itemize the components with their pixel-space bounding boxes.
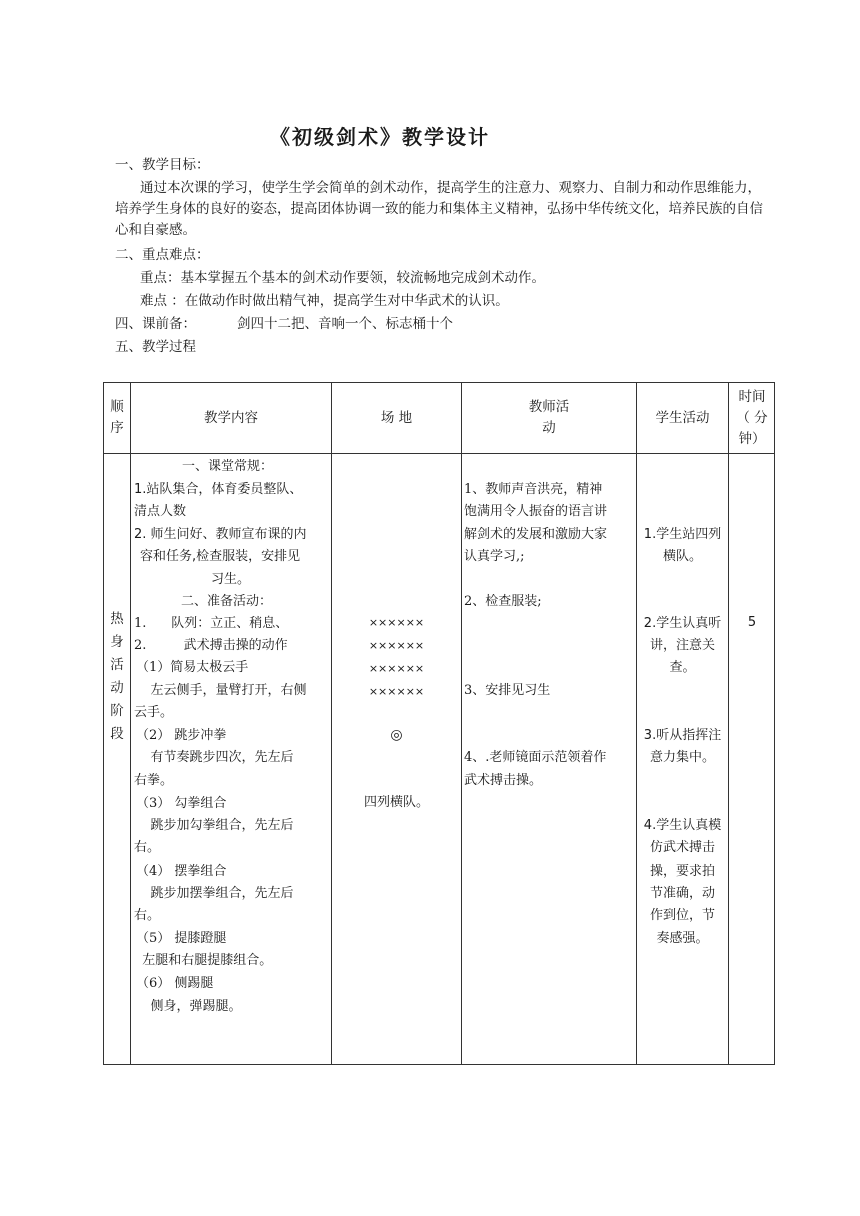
column-divider — [636, 383, 637, 1064]
formation-label: 四列横队。 — [363, 795, 429, 810]
content-line: 云手。 — [134, 705, 174, 720]
content-line: 1. 队列：立正、稍息、 — [134, 616, 289, 631]
content-line: 一、课堂常规： — [182, 459, 274, 474]
content-line: （3） 勾拳组合 — [136, 796, 227, 811]
content-line: 侧身，弹踢腿。 — [134, 999, 242, 1014]
teacher-line: 认真学习,; — [464, 549, 525, 564]
page-title: 《初级剑术》教学设计 — [270, 125, 490, 149]
teacher-line: 解剑术的发展和激励大家 — [464, 527, 608, 542]
teacher-line: 饱满用令人振奋的语言讲 — [464, 504, 608, 519]
content-line: 右。 — [134, 840, 161, 855]
content-line: （4） 摆拳组合 — [136, 864, 227, 879]
column-divider — [728, 383, 729, 1064]
column-divider — [461, 383, 462, 1064]
teacher-line: 3、安排见习生 — [464, 683, 551, 698]
header-student: 学生活动 — [655, 409, 710, 426]
content-line: 二、准备活动： — [181, 594, 273, 609]
teaching-process-table — [103, 382, 775, 1065]
time-value: 5 — [747, 615, 757, 630]
teacher-line: 2、检查服装; — [464, 594, 542, 609]
teacher-line: 4、.老师镜面示范领着作 — [464, 750, 607, 765]
content-line: （6） 侧踢腿 — [136, 976, 214, 991]
student-line: 横队。 — [662, 549, 702, 564]
difficulty-text: 难点 ：在做动作时做出精气神，提高学生对中华武术的认识。 — [140, 293, 509, 309]
student-line: 操，要求拍 — [649, 864, 715, 879]
key-points-heading: 二、重点难点： — [115, 247, 210, 263]
key-point-text: 重点：基本掌握五个基本的剑术动作要领，较流畅地完成剑术动作。 — [140, 270, 545, 286]
student-line: 作到位，节 — [649, 908, 715, 923]
column-divider — [331, 383, 332, 1064]
formation-row: ×××××× — [368, 639, 425, 652]
column-divider — [130, 383, 131, 1064]
content-line: 有节奏跳步四次，先左后 — [134, 750, 294, 765]
content-line: 右。 — [134, 908, 161, 923]
content-line: 清点人数 — [134, 504, 187, 519]
header-divider — [104, 453, 774, 454]
content-line: （2） 跳步冲拳 — [136, 728, 227, 743]
formation-row: ×××××× — [368, 685, 425, 698]
student-line: 4.学生认真模 — [643, 818, 722, 833]
header-teacher-line1: 教师活 — [528, 399, 570, 415]
student-line: 1.学生站四列 — [643, 527, 722, 542]
content-line: 容和任务,检查服装，安排见 — [140, 549, 301, 564]
formation-row: ×××××× — [368, 662, 425, 675]
content-line: 跳步加摆拳组合，先左后 — [134, 886, 294, 901]
content-line: 右拳。 — [134, 773, 174, 788]
preparation-label: 四、课前备： — [115, 316, 196, 332]
header-venue: 场 地 — [380, 409, 413, 426]
teacher-line: 1、教师声音洪亮，精神 — [464, 482, 603, 497]
student-line: 节准确，动 — [649, 886, 715, 901]
header-time: 时间（ 分钟） — [736, 388, 768, 447]
process-heading: 五、教学过程 — [115, 339, 196, 355]
teacher-position-icon: ◎ — [390, 727, 403, 743]
header-content: 教学内容 — [204, 409, 258, 426]
content-line: 2. 师生问好、教师宣布课的内 — [134, 527, 307, 542]
student-line: 仿武术搏击 — [649, 840, 715, 855]
content-line: 习生。 — [211, 572, 251, 587]
content-line: （1）简易太极云手 — [136, 660, 249, 675]
header-order: 顺序 — [110, 399, 124, 436]
student-line: 3.听从指挥注 — [643, 728, 722, 743]
student-line: 意力集中。 — [649, 750, 715, 765]
teacher-line: 武术搏击操。 — [464, 773, 543, 788]
student-line: 2.学生认真听 — [643, 616, 722, 631]
student-line: 奏感强。 — [656, 931, 709, 946]
header-teacher-line2: 动 — [542, 420, 556, 436]
student-line: 讲，注意关 — [649, 638, 715, 653]
objectives-heading: 一、教学目标： — [115, 157, 210, 173]
content-line: 左云侧手，量臂打开，右侧 — [134, 683, 307, 698]
objectives-text: 通过本次课的学习，使学生学会简单的剑术动作，提高学生的注意力、观察力、自制力和动作思维能力，培养学生身体的良好的姿态，提高团体协调一致的能力和集体主义精神，弘扬中华传统文化，培养民族的自信心和自豪感。 — [115, 180, 763, 238]
content-line: （5） 提膝蹬腿 — [136, 931, 227, 946]
content-line: 1.站队集合，体育委员整队、 — [134, 482, 303, 497]
preparation-items: 剑四十二把、音响一个、标志桶十个 — [237, 316, 453, 332]
content-line: 2. 武术搏击操的动作 — [134, 638, 288, 653]
content-line: 左腿和右腿提膝组合。 — [134, 953, 273, 968]
stage-label: 热身活动阶段 — [110, 611, 124, 742]
student-line: 查。 — [669, 660, 696, 675]
content-line: 跳步加勾拳组合，先左后 — [134, 818, 294, 833]
header-teacher — [462, 383, 636, 453]
formation-row: ×××××× — [368, 616, 425, 629]
